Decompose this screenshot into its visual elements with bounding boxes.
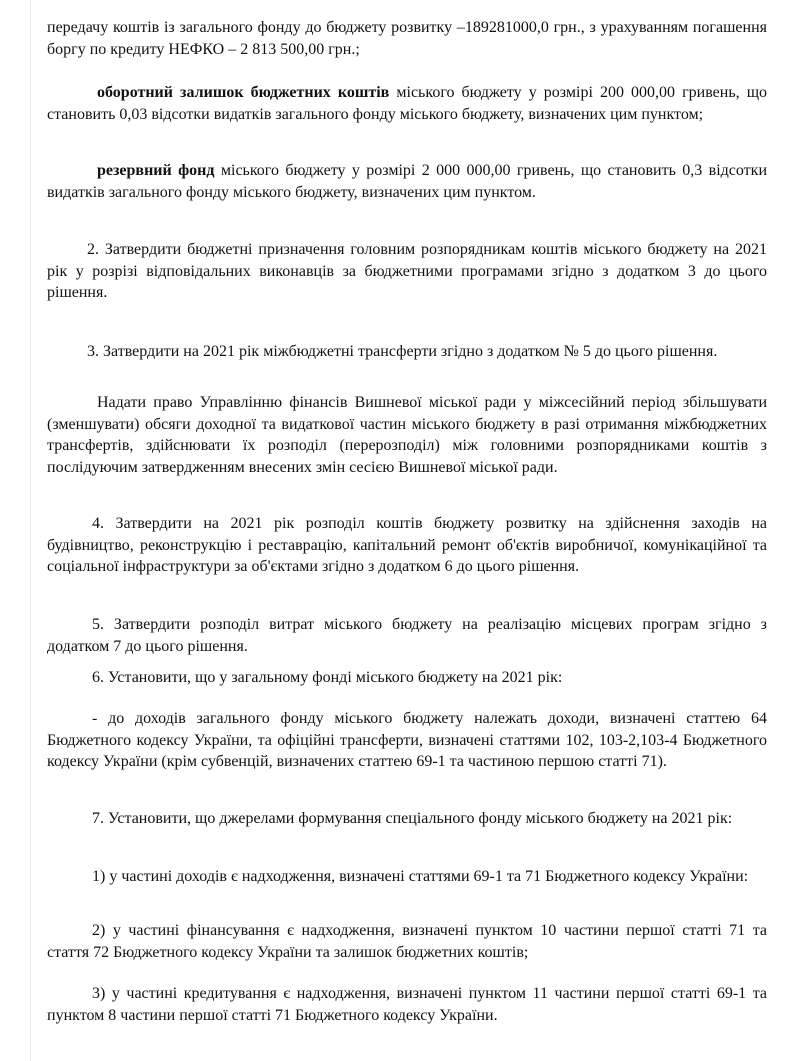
paragraph-6-item: - до доходів загального фонду міського бюджету належать доходи, визначені статтею 64 Бюджетного кодексу України, та офіційні трансферти, визначені статтями 102, 103-2,103-4 Бюджетного кодексу України (крім субвенцій, визначених статтею 69-1 та частиною першою статті 71).	[47, 710, 767, 770]
term-reserve-fund: резервний фонд	[97, 162, 215, 179]
paragraph-reserve-fund	[47, 160, 767, 203]
paragraph-3-rights: Надати право Управлінню фінансів Вишневої міської ради у міжсесійний період збільшувати (зменшувати) обсяги доходної та видаткової частин міського бюджету в разі отримання міжбюджетних трансфертів, здійснювати їх розподіл (перерозподіл) між головними розпорядниками коштів з послідуючим затвердженням внесених змін сесією Вишневої міської ради.	[47, 394, 767, 476]
paragraph-working-balance	[47, 82, 767, 125]
scan-edge-line	[30, 0, 31, 1061]
paragraph-2: 2. Затвердити бюджетні призначення головним розпорядникам коштів міського бюджету на 2021 рік у розрізі відповідальних виконавців за бюджетними програмами згідно з додатком 3 до цього рішення.	[47, 241, 767, 301]
term-working-balance: оборотний залишок бюджетних коштів	[97, 84, 390, 101]
paragraph-5: 5. Затвердити розподіл витрат міського бюджету на реалізацію місцевих програм згідно з додатком 7 до цього рішення.	[47, 616, 767, 655]
paragraph-7-1: 1) у частині доходів є надходження, визначені статтями 69-1 та 71 Бюджетного кодексу України:	[92, 868, 749, 885]
paragraph-7-3: 3) у частині кредитування є надходження, визначені пунктом 11 частини першої статті 69-1 та пунктом 8 частини першої статті 71 Бюджетного кодексу України.	[47, 985, 767, 1024]
paragraph-7: 7. Установити, що джерелами формування спеціального фонду міського бюджету на 2021 рік:	[92, 810, 733, 827]
paragraph-4: 4. Затвердити на 2021 рік розподіл коштів бюджету розвитку на здійснення заходів на будівництво, реконструкцію і реставрацію, капітальний ремонт об'єктів виробничої, комунікаційної та соціальної інфраструктури за об'єктами згідно з додатком 6 до цього рішення.	[47, 515, 767, 575]
paragraph-7-2: 2) у частині фінансування є надходження, визначені пунктом 10 частини першої статті 71 та стаття 72 Бюджетного кодексу України та залишок бюджетних коштів;	[47, 922, 767, 961]
reserve-fund-text: міського бюджету у розмірі 2 000 000,00 гривень, що становить 0,3 відсотки видатків загального фонду міського бюджету, визначених цим пунктом.	[47, 162, 768, 201]
paragraph-6: 6. Установити, що у загальному фонді міського бюджету на 2021 рік:	[92, 669, 563, 686]
working-balance-text: міського бюджету у розмірі 200 000,00 гривень, що становить 0,03 відсотки видатків загального фонду міського бюджету, визначених цим пунктом;	[47, 84, 768, 123]
paragraph-transfer: передачу коштів із загального фонду до бюджету розвитку –189281000,0 грн., з урахуванням погашення боргу по кредиту НЕФКО – 2 813 500,00 грн.;	[47, 19, 767, 58]
paragraph-3: 3. Затвердити на 2021 рік міжбюджетні трансферти згідно з додатком № 5 до цього рішення.	[87, 343, 718, 360]
